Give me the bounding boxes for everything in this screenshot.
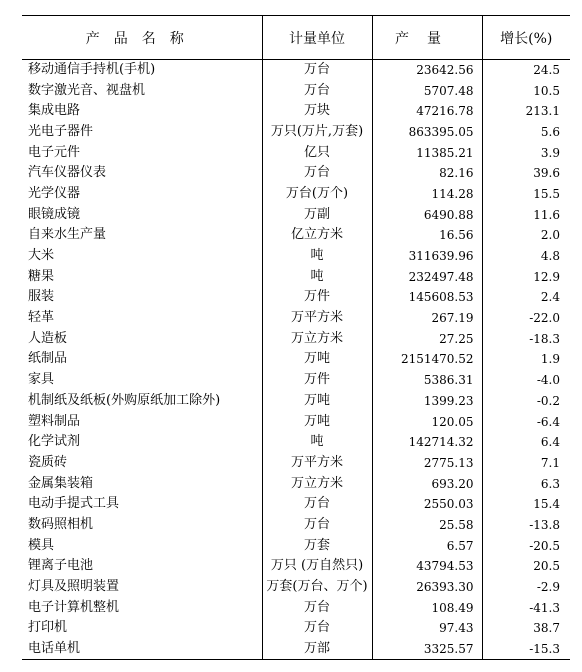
growth-cell: -41.3 (482, 597, 570, 618)
quantity-cell: 863395.05 (372, 122, 482, 143)
growth-cell: 11.6 (482, 204, 570, 225)
growth-cell: 38.7 (482, 618, 570, 639)
unit-cell: 万台(万个) (262, 184, 372, 205)
unit-cell: 万平方米 (262, 308, 372, 329)
growth-cell: -18.3 (482, 328, 570, 349)
growth-cell: 5.6 (482, 122, 570, 143)
product-name-cell: 光学仪器 (28, 185, 81, 201)
unit-cell: 万台 (262, 60, 372, 81)
table-row (22, 225, 570, 246)
growth-cell: 15.5 (482, 184, 570, 205)
growth-cell: -22.0 (482, 308, 570, 329)
table-body (22, 60, 570, 660)
product-name-cell: 光电子器件 (28, 123, 94, 139)
product-name-cell: 瓷质砖 (28, 454, 68, 470)
growth-cell: 39.6 (482, 163, 570, 184)
product-name-cell: 眼镜成镜 (28, 206, 81, 222)
quantity-cell: 26393.30 (372, 577, 482, 598)
unit-cell: 万副 (262, 204, 372, 225)
quantity-cell: 311639.96 (372, 246, 482, 267)
table-row (22, 639, 570, 660)
header-row (22, 16, 570, 60)
quantity-cell: 120.05 (372, 411, 482, 432)
product-name-cell: 塑料制品 (28, 413, 81, 429)
product-name-cell: 纸制品 (28, 351, 68, 367)
growth-cell: 6.4 (482, 432, 570, 453)
growth-cell: 6.3 (482, 473, 570, 494)
quantity-cell: 267.19 (372, 308, 482, 329)
unit-cell: 万立方米 (262, 328, 372, 349)
header-product-name: 产品名称 (22, 16, 262, 60)
product-output-table (22, 15, 570, 660)
table-row (22, 246, 570, 267)
product-name-cell: 电子元件 (28, 144, 81, 160)
unit-cell: 万只 (万自然只) (262, 556, 372, 577)
table-row (22, 287, 570, 308)
header-growth: 增长(%) (482, 16, 570, 60)
unit-cell: 万件 (262, 287, 372, 308)
growth-cell: -0.2 (482, 391, 570, 412)
growth-cell: -20.5 (482, 535, 570, 556)
growth-cell: -6.4 (482, 411, 570, 432)
quantity-cell: 5386.31 (372, 370, 482, 391)
quantity-cell: 47216.78 (372, 101, 482, 122)
product-name-cell: 移动通信手持机(手机) (28, 62, 156, 78)
product-name-cell: 数码照相机 (28, 516, 94, 532)
unit-cell: 万台 (262, 597, 372, 618)
table-row (22, 80, 570, 101)
product-name-cell: 轻革 (28, 310, 55, 326)
unit-cell: 万台 (262, 494, 372, 515)
unit-cell: 万吨 (262, 349, 372, 370)
unit-cell: 万部 (262, 639, 372, 660)
table-row (22, 597, 570, 618)
unit-cell: 万平方米 (262, 453, 372, 474)
quantity-cell: 43794.53 (372, 556, 482, 577)
growth-cell: 15.4 (482, 494, 570, 515)
growth-cell: 1.9 (482, 349, 570, 370)
table-row (22, 163, 570, 184)
quantity-cell: 16.56 (372, 225, 482, 246)
quantity-cell: 693.20 (372, 473, 482, 494)
quantity-cell: 11385.21 (372, 142, 482, 163)
table-row (22, 122, 570, 143)
quantity-cell: 5707.48 (372, 80, 482, 101)
unit-cell: 吨 (262, 266, 372, 287)
header-quantity: 产量 (372, 16, 482, 60)
table-row (22, 370, 570, 391)
product-name-cell: 服装 (28, 289, 55, 305)
quantity-cell: 97.43 (372, 618, 482, 639)
table-row (22, 142, 570, 163)
growth-cell: 7.1 (482, 453, 570, 474)
product-name-cell: 数字激光音、视盘机 (28, 82, 146, 98)
unit-cell: 万台 (262, 618, 372, 639)
product-name-cell: 糖果 (28, 268, 55, 284)
growth-cell: -2.9 (482, 577, 570, 598)
table-row (22, 453, 570, 474)
growth-cell: 2.4 (482, 287, 570, 308)
table-row (22, 432, 570, 453)
unit-cell: 万套(万台、万个) (262, 577, 372, 598)
table-row (22, 204, 570, 225)
table-row (22, 577, 570, 598)
quantity-cell: 6490.88 (372, 204, 482, 225)
table-row (22, 184, 570, 205)
quantity-cell: 114.28 (372, 184, 482, 205)
product-name-cell: 灯具及照明装置 (28, 579, 120, 595)
growth-cell: 2.0 (482, 225, 570, 246)
product-name-cell: 集成电路 (28, 103, 81, 119)
product-name-cell: 打印机 (28, 620, 68, 636)
product-name-cell: 电子计算机整机 (28, 599, 120, 615)
product-name-cell: 人造板 (28, 330, 68, 346)
table-row (22, 328, 570, 349)
table-row (22, 473, 570, 494)
unit-cell: 万立方米 (262, 473, 372, 494)
table-header (22, 16, 570, 60)
growth-cell: -4.0 (482, 370, 570, 391)
product-name-cell: 电动手提式工具 (28, 496, 120, 512)
table-row (22, 308, 570, 329)
growth-cell: 10.5 (482, 80, 570, 101)
growth-cell: 20.5 (482, 556, 570, 577)
unit-cell: 万台 (262, 515, 372, 536)
product-name-cell: 机制纸及纸板(外购原纸加工除外) (28, 392, 221, 408)
growth-cell: 3.9 (482, 142, 570, 163)
unit-cell: 万件 (262, 370, 372, 391)
quantity-cell: 145608.53 (372, 287, 482, 308)
unit-cell: 万吨 (262, 411, 372, 432)
product-name-cell: 金属集装箱 (28, 475, 94, 491)
table-row (22, 391, 570, 412)
quantity-cell: 6.57 (372, 535, 482, 556)
growth-cell: 12.9 (482, 266, 570, 287)
quantity-cell: 232497.48 (372, 266, 482, 287)
table-row (22, 515, 570, 536)
product-name-cell: 化学试剂 (28, 434, 81, 450)
growth-cell: 24.5 (482, 60, 570, 81)
quantity-cell: 3325.57 (372, 639, 482, 660)
product-name-cell: 模具 (28, 537, 55, 553)
unit-cell: 万台 (262, 80, 372, 101)
quantity-cell: 27.25 (372, 328, 482, 349)
table-row (22, 349, 570, 370)
growth-cell: 4.8 (482, 246, 570, 267)
table-row (22, 494, 570, 515)
product-name-cell: 大米 (28, 248, 55, 264)
product-name-cell: 汽车仪器仪表 (28, 165, 107, 181)
quantity-cell: 2775.13 (372, 453, 482, 474)
growth-cell: -13.8 (482, 515, 570, 536)
quantity-cell: 2550.03 (372, 494, 482, 515)
quantity-cell: 82.16 (372, 163, 482, 184)
table-row (22, 60, 570, 81)
unit-cell: 万块 (262, 101, 372, 122)
quantity-cell: 1399.23 (372, 391, 482, 412)
quantity-cell: 108.49 (372, 597, 482, 618)
table-row (22, 411, 570, 432)
table-row (22, 556, 570, 577)
product-name-cell: 电话单机 (22, 639, 262, 660)
unit-cell: 亿立方米 (262, 225, 372, 246)
unit-cell: 吨 (262, 432, 372, 453)
quantity-cell: 142714.32 (372, 432, 482, 453)
quantity-cell: 2151470.52 (372, 349, 482, 370)
unit-cell: 万吨 (262, 391, 372, 412)
table-row (22, 618, 570, 639)
unit-cell: 万套 (262, 535, 372, 556)
quantity-cell: 23642.56 (372, 60, 482, 81)
table-row (22, 266, 570, 287)
table-row (22, 535, 570, 556)
quantity-cell: 25.58 (372, 515, 482, 536)
product-name-cell: 自来水生产量 (28, 227, 107, 243)
header-unit: 计量单位 (262, 16, 372, 60)
growth-cell: -15.3 (482, 639, 570, 660)
unit-cell: 吨 (262, 246, 372, 267)
unit-cell: 万台 (262, 163, 372, 184)
table-row (22, 101, 570, 122)
product-name-cell: 家具 (28, 372, 55, 388)
unit-cell: 万只(万片,万套) (262, 122, 372, 143)
product-name-cell: 锂离子电池 (28, 558, 94, 574)
growth-cell: 213.1 (482, 101, 570, 122)
unit-cell: 亿只 (262, 142, 372, 163)
